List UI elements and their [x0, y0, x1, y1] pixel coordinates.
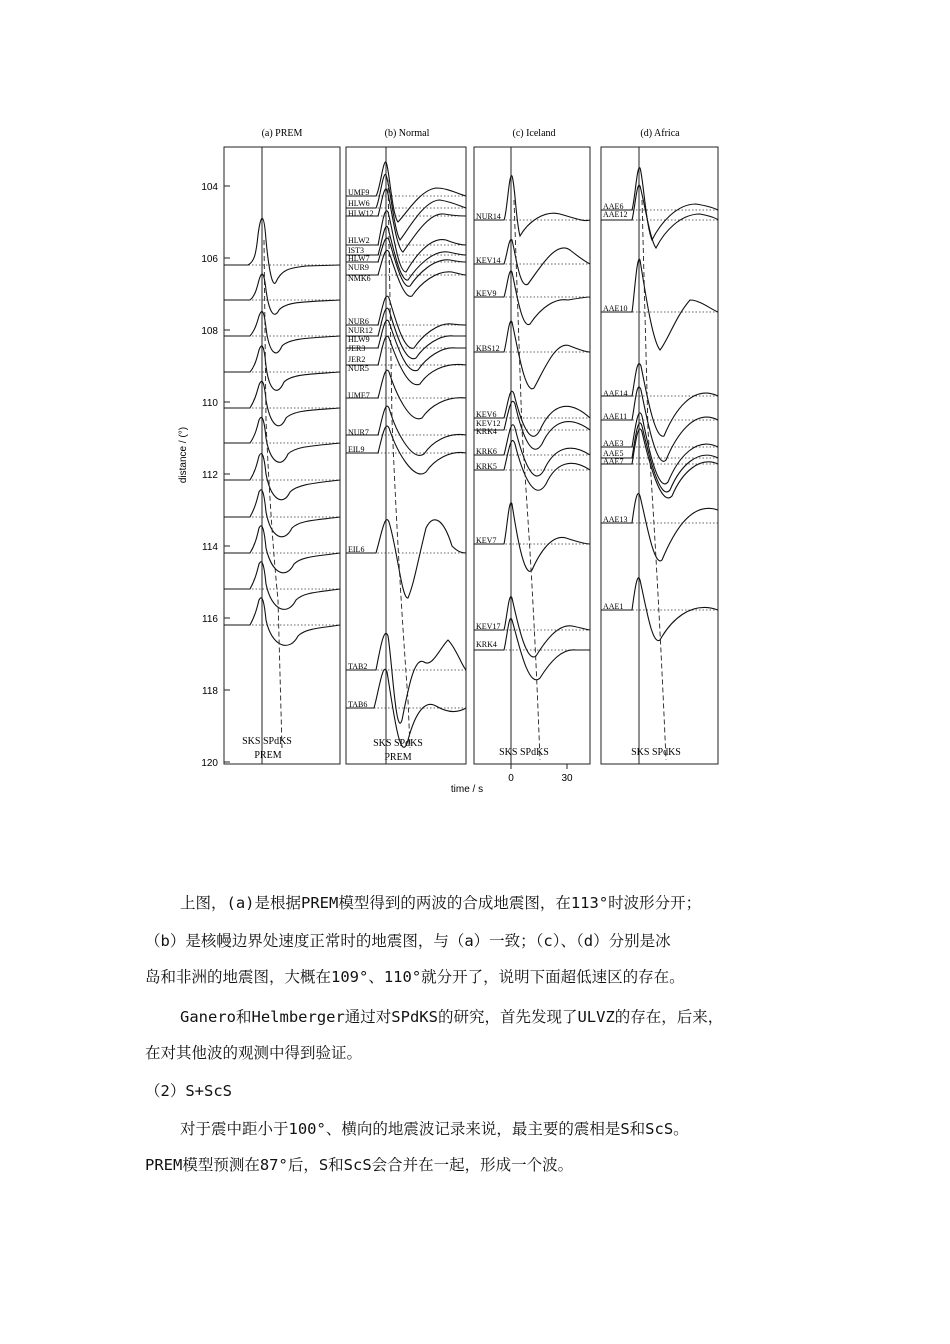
station-label: NUR6 [348, 317, 369, 326]
station-label: KEV14 [476, 256, 501, 265]
station-label: NUR9 [348, 263, 369, 272]
x-tick-label: 0 [508, 773, 514, 784]
station-label: KRK4 [476, 640, 497, 649]
y-tick-label: 104 [201, 182, 218, 193]
station-label: KEV17 [476, 622, 501, 631]
x-axis [511, 764, 567, 769]
station-label: JER3 [348, 344, 366, 353]
station-label: HLW9 [348, 335, 370, 344]
paragraph-2-line-2: 在对其他波的观测中得到验证。 [145, 1044, 363, 1062]
station-label: AAE6 [603, 202, 624, 211]
station-label: AAE7 [603, 457, 624, 466]
station-label: AAE10 [603, 304, 628, 313]
section-heading: （2）S+ScS [145, 1082, 232, 1100]
seismogram-traces [224, 162, 718, 747]
station-label: EIL6 [348, 545, 365, 554]
phase-label: SKS SPdKS [373, 738, 423, 749]
phase-label: SKS SPdKS [631, 747, 681, 758]
sks-reference-lines [262, 147, 639, 764]
y-axis-label: distance / (°) [178, 426, 189, 484]
phase-label: SKS SPdKS [242, 736, 292, 747]
station-label: KRK5 [476, 462, 497, 471]
station-label: AAE13 [603, 515, 628, 524]
station-label: NUR14 [476, 212, 501, 221]
panel-c-title: (c) Iceland [512, 128, 556, 139]
model-label: PREM [254, 750, 282, 761]
station-label: JER2 [348, 355, 366, 364]
paragraph-3-line-1: 对于震中距小于100°、横向的地震波记录来说，最主要的震相是S和ScS。 [180, 1120, 689, 1138]
station-label: TAB6 [348, 700, 368, 709]
station-label: KEV12 [476, 419, 501, 428]
station-label: HLW12 [348, 209, 374, 218]
y-tick-labels [201, 182, 218, 769]
y-tick-label: 110 [202, 398, 218, 409]
panel-frames [224, 147, 718, 764]
station-label: AAE12 [603, 210, 628, 219]
x-axis-label: time / s [450, 784, 484, 795]
station-label: NUR5 [348, 364, 369, 373]
paragraph-1-line-3: 岛和非洲的地震图，大概在109°、110°就分开了，说明下面超低速区的存在。 [145, 968, 685, 986]
phase-label: SKS SPdKS [499, 747, 549, 758]
station-labels-b [348, 188, 374, 709]
station-label: NUR12 [348, 326, 373, 335]
panel-a-title: (a) PREM [261, 128, 303, 139]
station-label: NMK6 [348, 274, 371, 283]
station-label: HLW7 [348, 254, 370, 263]
station-label: UMF9 [348, 188, 370, 197]
station-label: KEV9 [476, 289, 497, 298]
station-label: HLW6 [348, 199, 370, 208]
paragraph-1-line-1: 上图，(a)是根据PREM模型得到的两波的合成地震图，在113°时波形分开； [180, 894, 702, 912]
panel-d-title: (d) Africa [640, 128, 680, 139]
station-label: KEV6 [476, 410, 497, 419]
station-label: KEV7 [476, 536, 497, 545]
station-labels-d [603, 202, 627, 611]
y-tick-label: 118 [202, 686, 218, 697]
y-tick-label: 114 [202, 542, 218, 553]
station-label: KBS12 [476, 344, 500, 353]
station-label: NUR7 [348, 428, 369, 437]
station-label: KRK4 [476, 427, 497, 436]
station-label: UME7 [348, 391, 370, 400]
spdks-moveout-curves [264, 180, 666, 760]
x-tick-label: 30 [561, 773, 573, 784]
model-label: PREM [384, 752, 412, 763]
station-label: AAE1 [603, 602, 624, 611]
station-label: AAE3 [603, 439, 624, 448]
y-tick-label: 112 [202, 470, 218, 481]
phase-labels [242, 736, 681, 763]
y-axis [224, 186, 230, 762]
station-label: IST3 [348, 246, 364, 255]
station-label: AAE5 [603, 449, 624, 458]
station-label: KRK6 [476, 447, 497, 456]
station-label: AAE11 [603, 412, 628, 421]
station-label: EIL9 [348, 445, 365, 454]
y-tick-label: 116 [202, 614, 218, 625]
station-label: HLW2 [348, 236, 370, 245]
y-tick-label: 106 [201, 254, 218, 265]
y-tick-label: 108 [201, 326, 218, 337]
panel-b-title: (b) Normal [384, 128, 430, 139]
paragraph-1-line-2: （b）是核幔边界处速度正常时的地震图，与（a）一致；（c）、（d）分别是冰 [145, 932, 671, 950]
station-label: TAB2 [348, 662, 368, 671]
paragraph-2-line-1: Ganero和Helmberger通过对SPdKS的研究，首先发现了ULVZ的存在，后来， [180, 1008, 724, 1026]
station-label: AAE14 [603, 389, 628, 398]
y-tick-label: 120 [201, 758, 218, 769]
paragraph-3-line-2: PREM模型预测在87°后，S和ScS会合并在一起，形成一个波。 [145, 1156, 574, 1174]
